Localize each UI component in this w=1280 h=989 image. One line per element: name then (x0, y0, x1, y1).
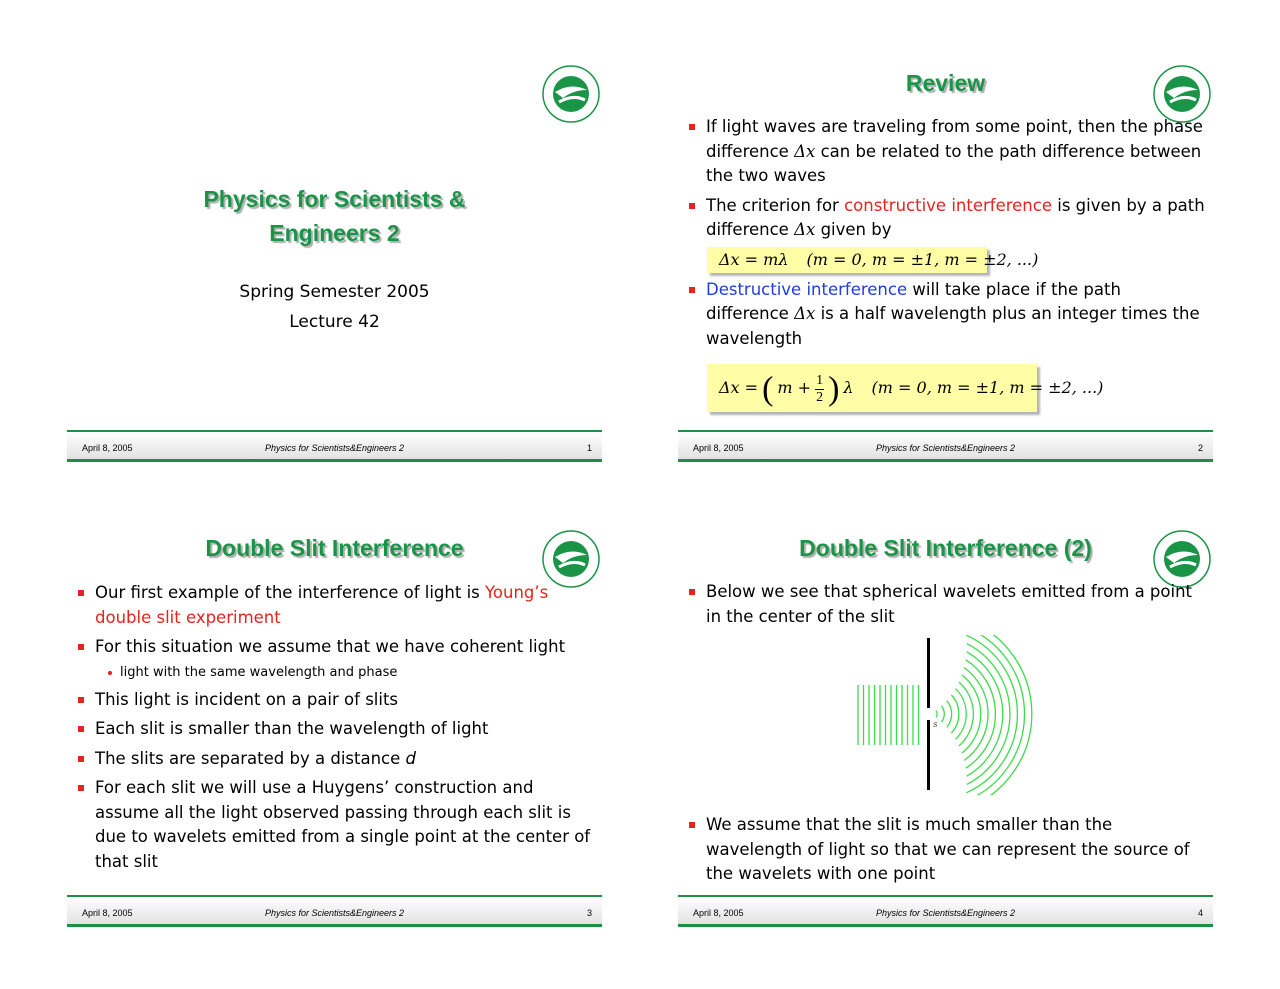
spherical-wavelet-arc (942, 706, 945, 722)
bullet-text: given by (820, 220, 892, 239)
bullet-text: is a half wavelength plus an integer times the wavelength (706, 304, 1200, 348)
equation-lhs: Δx = mλ (719, 250, 789, 269)
slit-wavelet-diagram (848, 635, 1068, 795)
bullet-text: is given by a path difference (706, 195, 1205, 239)
title-slide-title-line1: Physics for Scientists & (203, 186, 466, 212)
slide-2 (678, 40, 1213, 506)
highlight-text: Destructive interference (706, 279, 908, 299)
slide-number: 1 (586, 443, 592, 453)
lecture-label: Lecture 42 (289, 312, 380, 332)
bullet-list (75, 581, 595, 874)
spherical-wavelet-arc (951, 695, 958, 733)
equation-condition: (m = 0, m = ±1, m = ±2, ...) (806, 250, 1039, 269)
slide-title: Double Slit Interference (205, 535, 464, 561)
equation-lambda: λ (843, 378, 854, 397)
list-item (75, 688, 595, 713)
spherical-wavelet-arc (962, 675, 981, 753)
slide-footer (678, 430, 1213, 462)
semester-label: Spring Semester 2005 (239, 282, 430, 302)
slide-4 (678, 505, 1213, 971)
spherical-wavelet-arc (936, 711, 937, 718)
fraction-numerator: 1 (816, 372, 824, 388)
list-item (75, 747, 595, 772)
bullet-text: This light is incident on a pair of slits (95, 689, 399, 709)
slide-footer (67, 895, 602, 927)
math-symbol: Δx (794, 220, 816, 239)
bullet-text: will take place if the path difference (706, 279, 1121, 323)
slide-number: 4 (1197, 908, 1203, 918)
bullet-text: If light waves are traveling from some point, then the phase difference (706, 117, 1203, 161)
fraction (815, 373, 824, 406)
bullet-list (686, 115, 1206, 351)
slide-title: Double Slit Interference (2) (799, 535, 1092, 561)
slit-barrier-top (927, 638, 930, 708)
bullet-text: The slits are separated by a distance (95, 748, 401, 768)
bullet-text: The criterion for (706, 195, 839, 215)
slide-title: Review (905, 70, 986, 96)
list-item (75, 581, 595, 630)
bullet-text: Below we see that spherical wavelets emitted from a point in the center of the slit (706, 582, 1193, 626)
source-point-label: s (933, 720, 938, 730)
list-item (686, 813, 1206, 887)
math-symbol: Δx (794, 304, 816, 323)
list-item (75, 776, 595, 874)
footer-course: Physics for Scientists&Engineers 2 (264, 443, 405, 453)
list-item (686, 194, 1206, 243)
slide-footer (67, 430, 602, 462)
slide-number: 2 (1197, 443, 1203, 453)
math-symbol: Δx (794, 141, 816, 161)
slit-barrier-bottom (927, 720, 930, 790)
footer-course: Physics for Scientists&Engineers 2 (875, 908, 1016, 918)
footer-date: April 8, 2005 (693, 908, 744, 918)
highlight-text: Young’s double slit experiment (95, 583, 549, 627)
bullet-text: Each slit is smaller than the wavelength of light (95, 719, 489, 738)
spherical-wavelets (936, 635, 1032, 795)
list-item (686, 115, 1206, 189)
footer-course: Physics for Scientists&Engineers 2 (875, 443, 1016, 453)
bullet-text: For this situation we assume that we have coherent light (95, 637, 566, 656)
fraction-denominator: 2 (816, 389, 824, 405)
bullet-text: For each slit we will use a Huygens’ construction and assume all the light observed passing through each slit is due to wavelets emitted from a single point at the center of that slit (95, 778, 591, 871)
sub-bullet-text: light with the same wavelength and phase (120, 664, 398, 680)
equation-lhs: Δx = (719, 378, 759, 397)
bullet-list (686, 580, 1206, 629)
bullet-list-2 (686, 813, 1206, 887)
paren-open: ( (762, 370, 774, 408)
list-item (75, 717, 595, 742)
sub-list-item (75, 663, 595, 683)
destructive-equation (707, 364, 1104, 412)
slide-number: 3 (586, 908, 592, 918)
footer-course: Physics for Scientists&Engineers 2 (264, 908, 405, 918)
spherical-wavelet-arc (956, 689, 967, 740)
title-slide-title-line2: Engineers 2 (269, 220, 400, 246)
equation-condition: (m = 0, m = ±1, m = ±2, ...) (871, 378, 1104, 397)
spherical-wavelet-arc (964, 668, 988, 761)
slide-1 (67, 40, 602, 506)
plane-wavefronts (858, 685, 919, 745)
equation-term: m + (777, 378, 812, 397)
department-logo-icon (541, 64, 601, 124)
slide-footer (678, 895, 1213, 927)
list-item (75, 635, 595, 660)
bullet-text: Our first example of the interference of light is (95, 583, 480, 602)
slide-3 (67, 505, 602, 971)
math-symbol: d (405, 748, 416, 768)
spherical-wavelet-arc (947, 701, 952, 728)
list-item (686, 278, 1206, 352)
footer-date: April 8, 2005 (693, 443, 744, 453)
bullet-text: We assume that the slit is much smaller than the wavelength of light so that we can represent the source of the wavelets with one point (706, 815, 1190, 883)
highlight-text: constructive interference (844, 195, 1052, 215)
list-item (686, 580, 1206, 629)
constructive-equation (707, 247, 1039, 273)
bullet-text: can be related to the path difference between the two waves (706, 141, 1202, 185)
paren-close: ) (828, 370, 840, 408)
footer-date: April 8, 2005 (82, 443, 133, 453)
footer-date: April 8, 2005 (82, 908, 133, 918)
